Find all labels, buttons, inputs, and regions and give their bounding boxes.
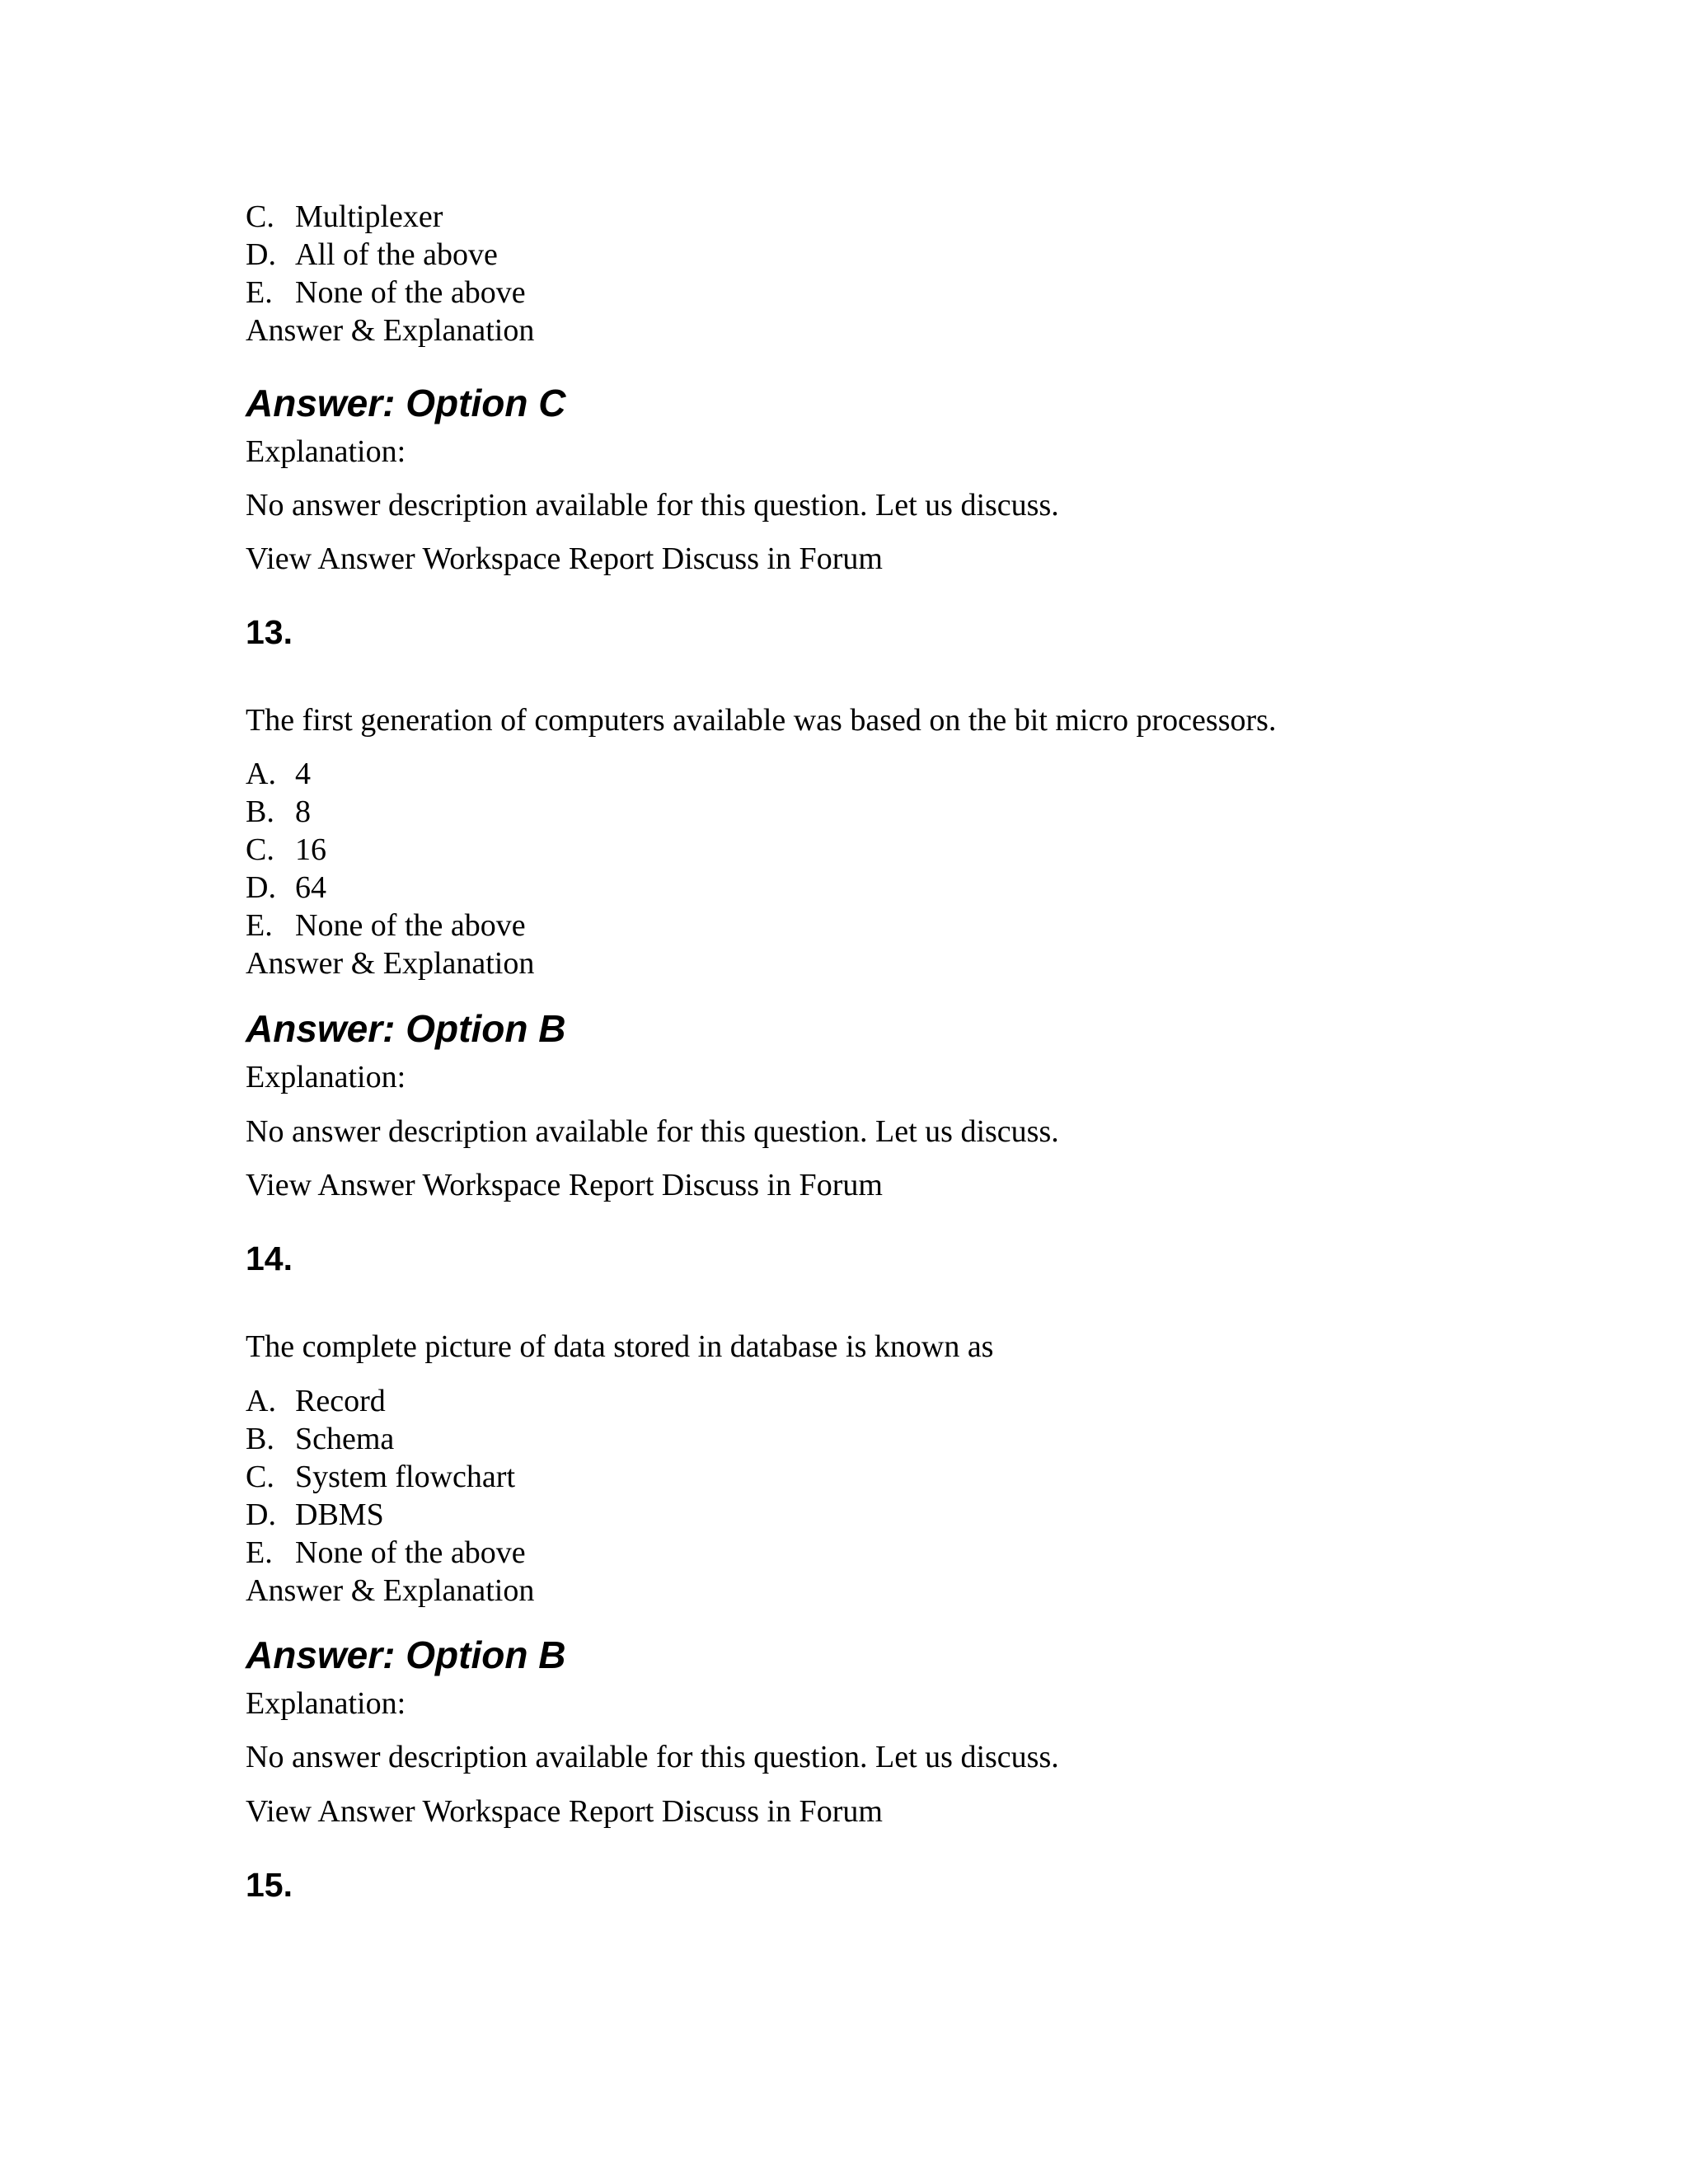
option-c[interactable]: [246, 198, 1647, 236]
option-text: 64: [295, 870, 326, 905]
option-b[interactable]: [246, 793, 1647, 831]
option-letter: C.: [246, 1460, 274, 1494]
option-c[interactable]: [246, 1458, 1647, 1496]
option-text: All of the above: [295, 237, 498, 272]
option-text: None of the above: [295, 1535, 526, 1570]
view-answer-link[interactable]: View Answer: [246, 541, 415, 576]
q14-options: [246, 1382, 1647, 1610]
option-letter: B.: [246, 794, 274, 829]
workspace-link[interactable]: Workspace: [422, 1168, 561, 1202]
option-letter: E.: [246, 908, 273, 943]
option-letter: D.: [246, 870, 276, 905]
option-text: System flowchart: [295, 1460, 516, 1494]
option-c[interactable]: [246, 831, 1647, 869]
q13-options: [246, 755, 1647, 982]
q14-answer: Answer: Option B: [246, 1633, 566, 1676]
option-text: 4: [295, 757, 311, 791]
option-letter: E.: [246, 1535, 273, 1570]
q14-explanation: No answer description available for this question. Let us discuss.: [246, 1740, 1059, 1774]
option-text: None of the above: [295, 908, 526, 943]
q14-number: 14.: [246, 1240, 293, 1277]
q12-options: [246, 198, 1647, 349]
q15-number: 15.: [246, 1866, 293, 1904]
option-text: 16: [295, 832, 326, 867]
discuss-in-forum-link[interactable]: Discuss in Forum: [661, 541, 883, 576]
q14-explanation-label: Explanation:: [246, 1686, 406, 1721]
option-letter: B.: [246, 1422, 274, 1456]
option-e[interactable]: [246, 274, 1647, 312]
option-e[interactable]: [246, 907, 1647, 944]
q12-explanation-label: Explanation:: [246, 434, 406, 469]
option-d[interactable]: [246, 236, 1647, 274]
option-d[interactable]: [246, 869, 1647, 907]
option-letter: A.: [246, 1384, 276, 1418]
workspace-link[interactable]: Workspace: [422, 541, 561, 576]
q13-explanation-label: Explanation:: [246, 1060, 406, 1094]
report-link[interactable]: Report: [568, 541, 654, 576]
option-letter: D.: [246, 237, 276, 272]
discuss-in-forum-link[interactable]: Discuss in Forum: [661, 1168, 883, 1202]
option-letter: A.: [246, 757, 276, 791]
option-a[interactable]: [246, 1382, 1647, 1420]
option-a[interactable]: [246, 755, 1647, 793]
q12-answer: Answer: Option C: [246, 382, 566, 424]
q13-number: 13.: [246, 613, 293, 651]
option-letter: E.: [246, 275, 273, 310]
option-text: None of the above: [295, 275, 526, 310]
q13-question: The first generation of computers available was based on the bit micro processors.: [246, 703, 1277, 738]
workspace-link[interactable]: Workspace: [422, 1794, 561, 1829]
q13-explanation: No answer description available for this question. Let us discuss.: [246, 1114, 1059, 1149]
discuss-in-forum-link[interactable]: Discuss in Forum: [661, 1794, 883, 1829]
option-text: DBMS: [295, 1497, 384, 1532]
report-link[interactable]: Report: [568, 1168, 654, 1202]
q14-action-links: [246, 1793, 1647, 1830]
q12-explanation: No answer description available for this question. Let us discuss.: [246, 488, 1059, 523]
option-letter: C.: [246, 832, 274, 867]
q13-answer: Answer: Option B: [246, 1007, 566, 1050]
answer-explanation-toggle[interactable]: Answer & Explanation: [246, 946, 535, 981]
option-text: Schema: [295, 1422, 395, 1456]
option-e[interactable]: [246, 1534, 1647, 1572]
view-answer-link[interactable]: View Answer: [246, 1168, 415, 1202]
answer-explanation-toggle[interactable]: Answer & Explanation: [246, 313, 535, 348]
q13-action-links: [246, 1166, 1647, 1204]
view-answer-link[interactable]: View Answer: [246, 1794, 415, 1829]
answer-explanation-toggle[interactable]: Answer & Explanation: [246, 1573, 535, 1608]
option-letter: C.: [246, 199, 274, 234]
option-d[interactable]: [246, 1496, 1647, 1534]
option-text: 8: [295, 794, 311, 829]
option-text: Multiplexer: [295, 199, 443, 234]
option-b[interactable]: [246, 1420, 1647, 1458]
q12-action-links: [246, 540, 1647, 578]
report-link[interactable]: Report: [568, 1794, 654, 1829]
option-letter: D.: [246, 1497, 276, 1532]
q14-question: The complete picture of data stored in database is known as: [246, 1329, 994, 1364]
option-text: Record: [295, 1384, 386, 1418]
